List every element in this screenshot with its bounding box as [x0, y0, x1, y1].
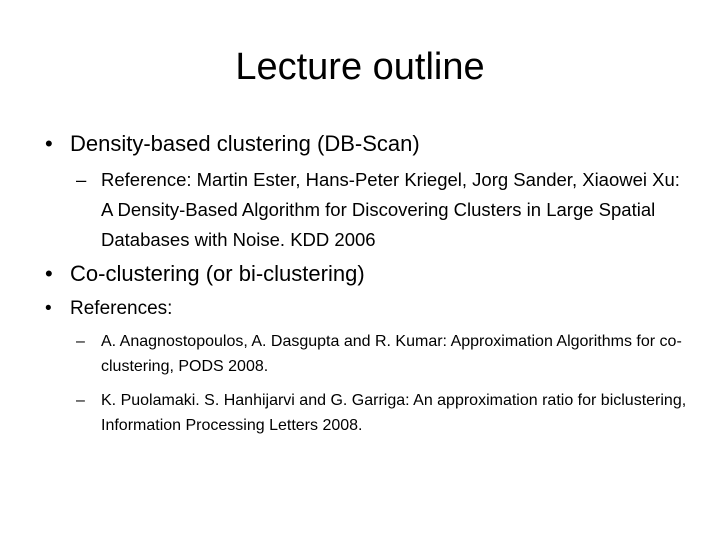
bullet-icon: •: [45, 261, 53, 286]
bullet-item: [40, 259, 690, 289]
slide-title: Lecture outline: [235, 46, 485, 88]
dash-icon: –: [76, 333, 85, 350]
sub-bullet-text-reference-puolamaki: K. Puolamaki. S. Hanhijarvi and G. Garriga: An approximation ratio for biclustering, Information Processing Letters 2008.: [101, 392, 687, 434]
slide-body: [40, 129, 690, 447]
bullet-icon: •: [45, 131, 53, 156]
dash-icon: –: [76, 392, 85, 409]
bullet-text-references: References:: [70, 298, 173, 319]
bullet-text-co-clustering: Co-clustering (or bi-clustering): [70, 261, 365, 286]
bullet-icon: •: [45, 298, 52, 319]
sub-bullet-item: [40, 388, 690, 438]
sub-bullet-item: [40, 329, 690, 379]
sub-bullet-text-dbscan-reference: Reference: Martin Ester, Hans-Peter Kriegel, Jorg Sander, Xiaowei Xu: A Density-Based Algorithm for Discovering Clusters in Large Spatial Databases with Noise. KDD 2006: [101, 169, 680, 250]
sub-bullet-text-reference-anagnostopoulos: A. Anagnostopoulos, A. Dasgupta and R. Kumar: Approximation Algorithms for co-clustering, PODS 2008.: [101, 333, 682, 375]
bullet-item: [40, 129, 690, 159]
bullet-item: [40, 295, 690, 323]
bullet-text-density-clustering: Density-based clustering (DB-Scan): [70, 131, 420, 156]
sub-bullet-item: [40, 165, 690, 255]
dash-icon: –: [76, 169, 87, 190]
